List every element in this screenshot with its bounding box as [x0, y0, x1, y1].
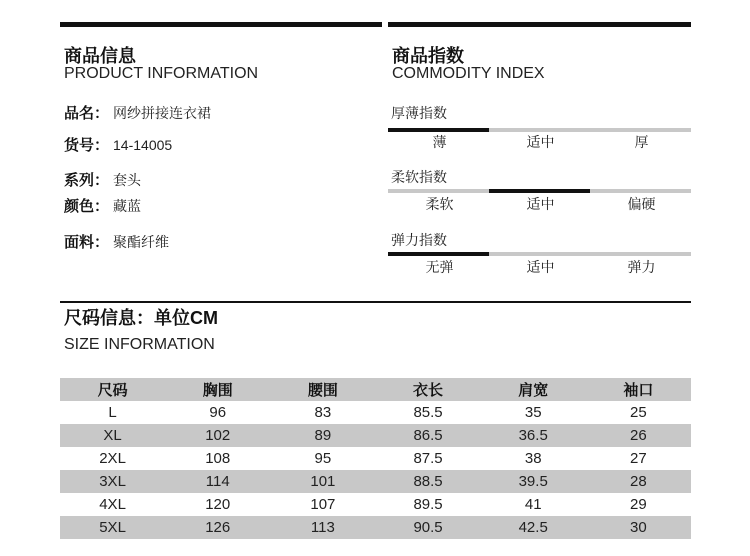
size-title-cn: 尺码信息：单位CM	[64, 308, 218, 328]
info-key: 货号：	[64, 137, 110, 154]
table-cell: 120	[205, 496, 231, 513]
softness-option: 偏硬	[627, 196, 656, 212]
info-value: 网纱拼接连衣裙	[113, 105, 212, 121]
table-cell: 90.5	[375, 516, 480, 539]
thickness-option: 薄	[432, 134, 447, 150]
table-cell: 113	[270, 516, 375, 539]
table-cell: 39.5	[481, 470, 586, 493]
info-key: 颜色：	[64, 198, 110, 215]
thickness-option: 适中	[526, 134, 555, 150]
table-cell: L	[108, 404, 117, 421]
product-title-en: PRODUCT INFORMATION	[64, 65, 259, 82]
info-row-sku	[64, 136, 172, 155]
info-value: 藏蓝	[113, 198, 142, 214]
table-cell: 114	[165, 470, 270, 493]
commodity-title-en: COMMODITY INDEX	[392, 65, 545, 82]
table-row	[60, 447, 691, 470]
table-cell: 86.5	[375, 424, 480, 447]
product-title-cn: 商品信息	[64, 46, 136, 66]
softness-option: 适中	[526, 196, 555, 212]
table-cell: 88.5	[375, 470, 480, 493]
table-cell: 5XL	[60, 516, 165, 539]
info-row-name	[64, 104, 211, 123]
table-cell: 42.5	[481, 516, 586, 539]
size-title-en: SIZE INFORMATION	[64, 336, 215, 353]
table-cell: 30	[586, 516, 691, 539]
table-row	[60, 493, 691, 516]
table-cell: 95	[314, 450, 332, 467]
header-waist: 腰围	[270, 378, 375, 401]
table-cell: 101	[270, 470, 375, 493]
table-cell: 26	[586, 424, 691, 447]
info-key: 品名：	[64, 105, 110, 122]
table-cell: 85.5	[413, 404, 443, 421]
table-cell: 4XL	[99, 496, 126, 513]
table-cell: 89.5	[413, 496, 443, 513]
table-cell: 102	[165, 424, 270, 447]
table-row	[60, 516, 691, 539]
table-cell: 96	[209, 404, 227, 421]
table-cell: 89	[270, 424, 375, 447]
table-cell: 87.5	[413, 450, 443, 467]
table-row	[60, 424, 691, 447]
header-size: 尺码	[60, 378, 165, 401]
size-table-header	[60, 378, 691, 401]
info-row-series	[64, 171, 141, 190]
table-cell: XL	[60, 424, 165, 447]
commodity-title-cn: 商品指数	[392, 46, 464, 66]
header-cuff: 袖口	[586, 378, 691, 401]
top-divider-right	[388, 22, 691, 27]
info-row-fabric	[64, 233, 169, 252]
elasticity-option: 适中	[526, 259, 555, 275]
header-length: 衣长	[375, 378, 480, 401]
info-value: 套头	[113, 172, 142, 188]
table-row	[60, 401, 691, 424]
info-value: 14-14005	[113, 137, 173, 153]
table-cell: 126	[165, 516, 270, 539]
table-cell: 35	[524, 404, 542, 421]
table-cell: 2XL	[99, 450, 126, 467]
info-key: 面料：	[64, 234, 110, 251]
table-cell: 108	[205, 450, 231, 467]
elasticity-option: 无弹	[425, 259, 454, 275]
elasticity-option: 弹力	[627, 259, 656, 275]
softness-index-bar	[388, 189, 691, 193]
table-cell: 3XL	[60, 470, 165, 493]
thickness-index-bar	[388, 128, 691, 132]
header-bust: 胸围	[165, 378, 270, 401]
softness-index-label: 柔软指数	[391, 169, 447, 185]
table-cell: 27	[630, 450, 647, 467]
elasticity-index-label: 弹力指数	[391, 232, 447, 248]
table-cell: 25	[630, 404, 647, 421]
thickness-index-label: 厚薄指数	[391, 105, 447, 121]
table-cell: 36.5	[481, 424, 586, 447]
info-key: 系列：	[64, 172, 110, 189]
table-cell: 38	[524, 450, 542, 467]
info-row-color	[64, 197, 141, 216]
softness-option: 柔软	[425, 196, 454, 212]
section-divider	[60, 301, 691, 303]
table-row	[60, 470, 691, 493]
header-shoulder: 肩宽	[481, 378, 586, 401]
elasticity-index-fill	[388, 252, 489, 256]
thickness-option: 厚	[634, 134, 649, 150]
table-cell: 29	[630, 496, 647, 513]
size-table	[60, 378, 691, 539]
info-value: 聚酯纤维	[113, 234, 170, 250]
softness-index-fill	[489, 189, 590, 193]
table-cell: 83	[314, 404, 332, 421]
thickness-index-fill	[388, 128, 489, 132]
table-cell: 28	[586, 470, 691, 493]
elasticity-index-bar	[388, 252, 691, 256]
table-cell: 41	[524, 496, 542, 513]
table-cell: 107	[310, 496, 336, 513]
top-divider-left	[60, 22, 382, 27]
